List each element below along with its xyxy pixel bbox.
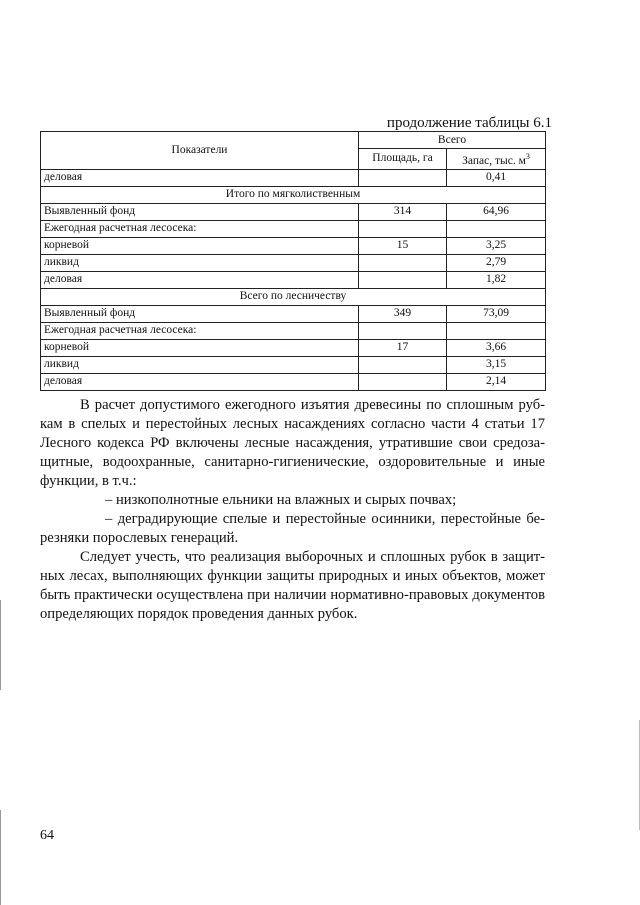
stock-cell <box>447 220 546 237</box>
body-text <box>40 396 545 624</box>
row-label: ликвид <box>41 356 359 373</box>
stock-cell: 1,82 <box>447 271 546 288</box>
table-row <box>41 339 546 356</box>
table-row <box>41 271 546 288</box>
row-label: деловая <box>41 169 359 186</box>
stock-cell: 0,41 <box>447 169 546 186</box>
area-cell: 15 <box>359 237 447 254</box>
table-row <box>41 220 546 237</box>
row-label: корневой <box>41 339 359 356</box>
stock-cell: 3,25 <box>447 237 546 254</box>
table-row <box>41 169 546 186</box>
stock-unit-exponent: 3 <box>525 152 530 161</box>
table-row <box>41 322 546 339</box>
table-row <box>41 305 546 322</box>
stock-cell: 73,09 <box>447 305 546 322</box>
scan-edge-line <box>0 810 1 905</box>
area-cell <box>359 373 447 390</box>
stock-cell: 3,15 <box>447 356 546 373</box>
table-row <box>41 373 546 390</box>
list-item: – низкополнотные ельники на влажных и сырых почвах; <box>105 492 457 508</box>
table-row <box>41 203 546 220</box>
table-section-row <box>41 288 546 305</box>
area-cell <box>359 356 447 373</box>
row-label: корневой <box>41 237 359 254</box>
forest-fund-table <box>40 131 546 391</box>
list-item <box>40 510 545 548</box>
area-cell: 17 <box>359 339 447 356</box>
area-cell: 349 <box>359 305 447 322</box>
row-label: деловая <box>41 271 359 288</box>
row-label: Выявленный фонд <box>41 305 359 322</box>
area-cell: 314 <box>359 203 447 220</box>
section-label: Итого по мягколиственным <box>41 186 546 203</box>
table-row <box>41 356 546 373</box>
table-section-row <box>41 186 546 203</box>
area-cell <box>359 271 447 288</box>
column-header-total: Всего <box>359 132 546 149</box>
area-cell <box>359 220 447 237</box>
paragraph: В расчет допустимого ежегодного изъятия древесины по сплошным руб-кам в спелых и перестойных лесных насаждениях согласно части 4 статьи 17 Лесного кодекса РФ включены лесные насаждения, утратившие свои средоза-щитные, водоохранные, санитарно-гигиенические, оздоровительные и иные функции, в т.ч.: <box>40 397 545 489</box>
stock-cell: 64,96 <box>447 203 546 220</box>
stock-cell <box>447 322 546 339</box>
row-label: Ежегодная расчетная лесосека: <box>41 322 359 339</box>
row-label: деловая <box>41 373 359 390</box>
column-header-area: Площадь, га <box>359 149 447 170</box>
row-label: Выявленный фонд <box>41 203 359 220</box>
area-cell <box>359 322 447 339</box>
stock-cell: 2,79 <box>447 254 546 271</box>
list-item-text: – деградирующие спелые и перестойные осинники, перестойные бе-резняки порослевых генераций. <box>40 511 545 546</box>
scan-edge-line <box>0 600 1 690</box>
row-label: ликвид <box>41 254 359 271</box>
page-number: 64 <box>40 828 54 843</box>
table-body <box>41 169 546 390</box>
section-label: Всего по лесничеству <box>41 288 546 305</box>
paragraph: Следует учесть, что реализация выборочных и сплошных рубок в защит-ных лесах, выполняющих функции защиты природных и иных объектов, может быть практически осуществлена при наличии нормативно-правовых документов определяющих порядок проведения данных рубок. <box>40 549 545 622</box>
column-header-stock <box>447 149 546 170</box>
table-row <box>41 254 546 271</box>
column-header-indicator: Показатели <box>41 132 359 170</box>
stock-unit-label: Запас, тыс. м <box>462 154 526 167</box>
stock-cell: 2,14 <box>447 373 546 390</box>
row-label: Ежегодная расчетная лесосека: <box>41 220 359 237</box>
area-cell <box>359 254 447 271</box>
area-cell <box>359 169 447 186</box>
table-continuation-caption: продолжение таблицы 6.1 <box>386 115 552 131</box>
stock-cell: 3,66 <box>447 339 546 356</box>
table-row <box>41 237 546 254</box>
